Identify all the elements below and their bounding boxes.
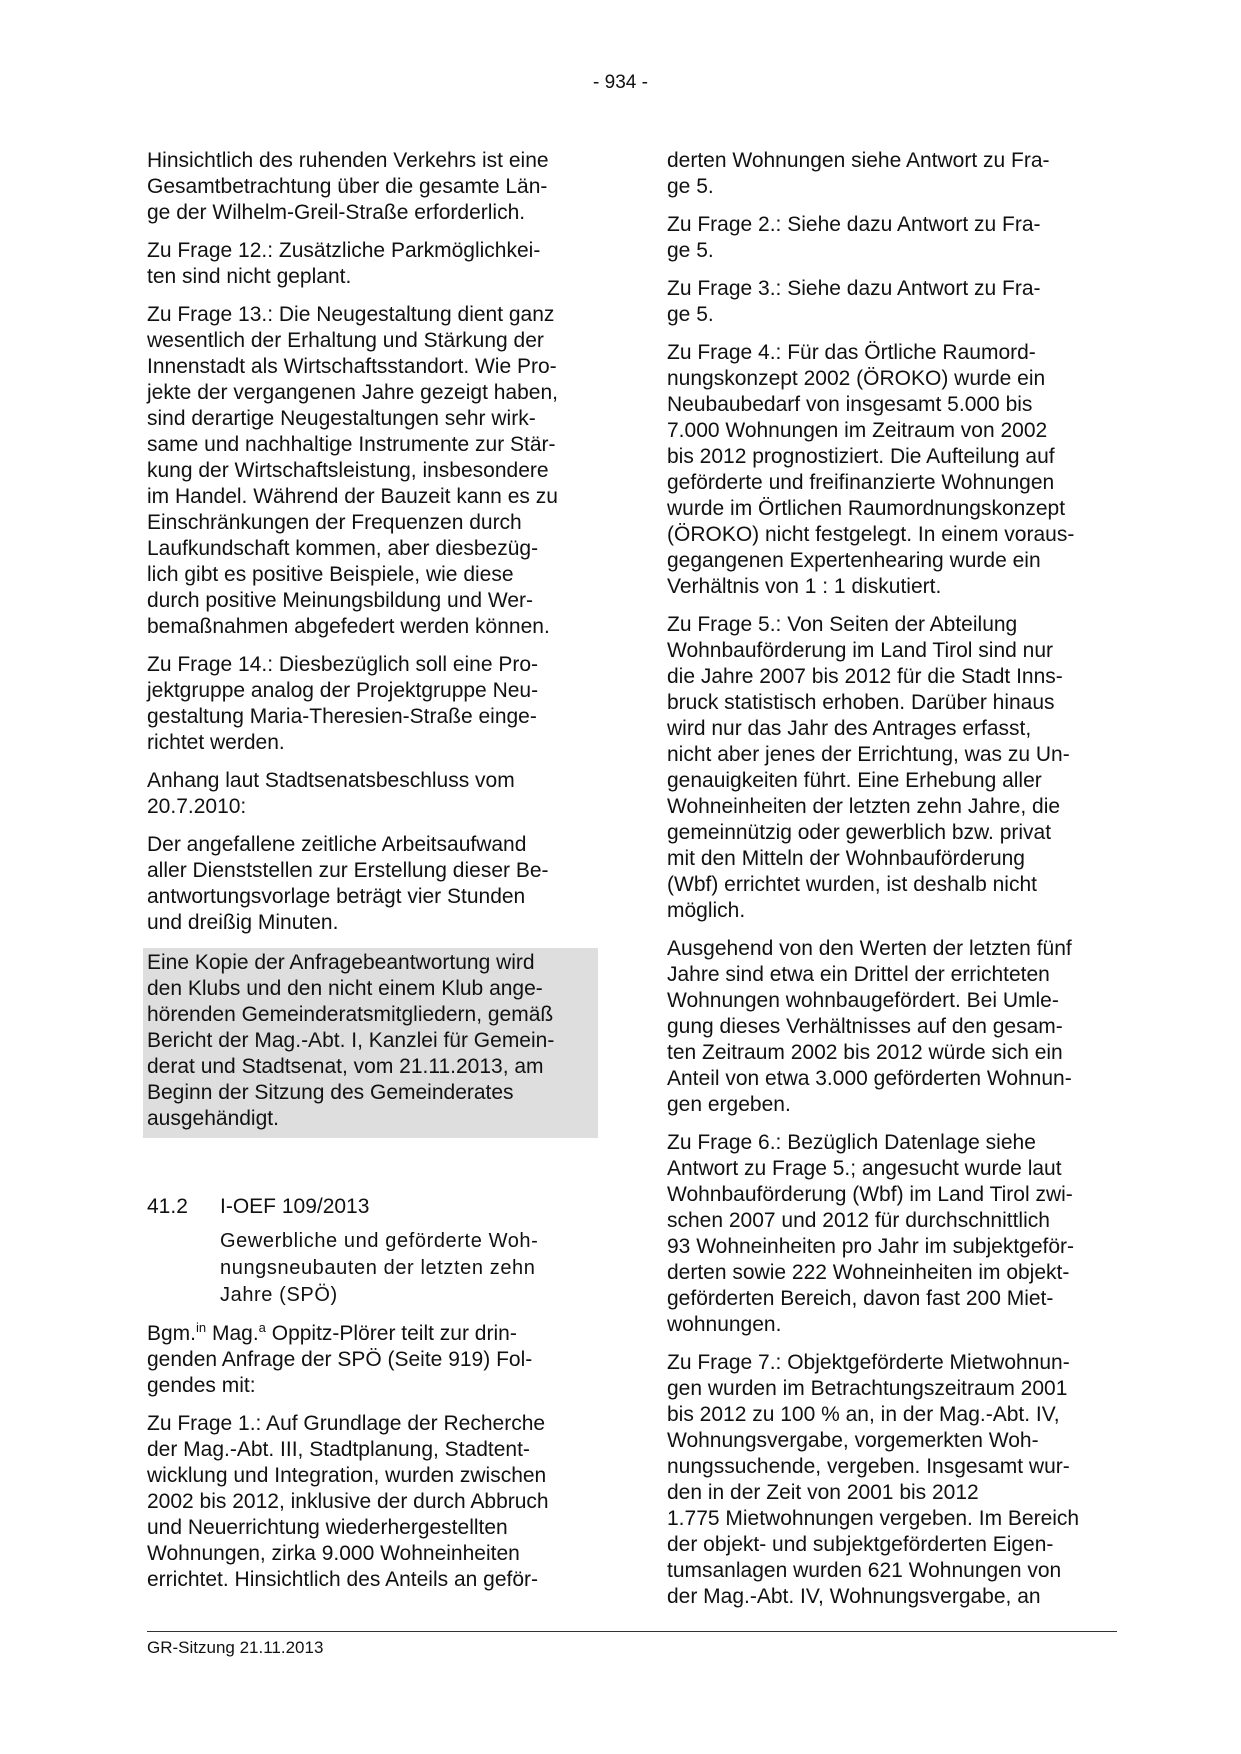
- text-line: bis 2012 prognostiziert. Die Aufteilung auf: [667, 445, 1055, 468]
- text-line: 93 Wohneinheiten pro Jahr im subjektgeför-: [667, 1235, 1075, 1258]
- text-line: bruck statistisch erhoben. Darüber hinaus: [667, 691, 1055, 714]
- text-line: Zu Frage 12.: Zusätzliche Parkmöglichkei-: [147, 239, 541, 262]
- text-line: bemaßnahmen abgefedert werden können.: [147, 615, 550, 638]
- text-line: Laufkundschaft kommen, aber diesbezüg-: [147, 537, 539, 560]
- paragraph-anhang: [147, 768, 602, 820]
- text-line: durch positive Meinungsbildung und Wer-: [147, 589, 533, 612]
- text-line: Beginn der Sitzung des Gemeinderates: [147, 1081, 514, 1104]
- paragraph-frage-5: [667, 612, 1117, 924]
- paragraph-continued: [667, 148, 1117, 200]
- paragraph-arbeitsaufwand: [147, 832, 602, 936]
- text-line: Neubaubedarf von insgesamt 5.000 bis: [667, 393, 1033, 416]
- text-line: Zu Frage 1.: Auf Grundlage der Recherche: [147, 1412, 546, 1435]
- text-line: Einschränkungen der Frequenzen durch: [147, 511, 522, 534]
- text-line: ten Zeitraum 2002 bis 2012 würde sich ein: [667, 1041, 1063, 1064]
- text-line: hörenden Gemeinderatsmitgliedern, gemäß: [147, 1003, 554, 1026]
- text-line: geförderten Bereich, davon fast 200 Miet-: [667, 1287, 1054, 1310]
- text-line: derten sowie 222 Wohneinheiten im objekt-: [667, 1261, 1070, 1284]
- text-line: der Mag.-Abt. IV, Wohnungsvergabe, an: [667, 1585, 1041, 1608]
- text-line: 7.000 Wohnungen im Zeitraum von 2002: [667, 419, 1048, 442]
- text-line: gen ergeben.: [667, 1093, 791, 1116]
- text-line: same und nachhaltige Instrumente zur Stär-: [147, 433, 556, 456]
- text-line: Zu Frage 5.: Von Seiten der Abteilung: [667, 613, 1018, 636]
- text-line: Wohnungsvergabe, vorgemerkten Woh-: [667, 1429, 1039, 1452]
- text-line: ge 5.: [667, 239, 714, 262]
- page-number: - 934 -: [593, 72, 648, 93]
- text-line: Wohnungen, zirka 9.000 Wohneinheiten: [147, 1542, 520, 1565]
- text-line: Anteil von etwa 3.000 geförderten Wohnun-: [667, 1067, 1072, 1090]
- text-line: Anhang laut Stadtsenatsbeschluss vom: [147, 769, 515, 792]
- text-line: wird nur das Jahr des Antrages erfasst,: [667, 717, 1032, 740]
- text-line: (ÖROKO) nicht festgelegt. In einem voraus-: [667, 523, 1075, 546]
- paragraph-frage-2: [667, 212, 1117, 264]
- text-line: gung dieses Verhältnisses auf den gesam-: [667, 1015, 1063, 1038]
- text-line: nungssuchende, vergeben. Insgesamt wur-: [667, 1455, 1070, 1478]
- text-line: derten Wohnungen siehe Antwort zu Fra-: [667, 149, 1050, 172]
- text-line: wesentlich der Erhaltung und Stärkung der: [147, 329, 544, 352]
- paragraph-ruhender-verkehr: [147, 148, 602, 226]
- paragraph-ausgehend: [667, 936, 1117, 1118]
- text-line: den in der Zeit von 2001 bis 2012: [667, 1481, 979, 1504]
- right-column: [667, 148, 1117, 1622]
- paragraph-frage-6: [667, 1130, 1117, 1338]
- text-line: Hinsichtlich des ruhenden Verkehrs ist eine: [147, 149, 549, 172]
- footer-divider: [147, 1631, 1117, 1632]
- text-line: ge 5.: [667, 303, 714, 326]
- bgm-line-1: [147, 1321, 602, 1347]
- text-line: im Handel. Während der Bauzeit kann es zu: [147, 485, 558, 508]
- text-line: gemeinnützig oder gewerblich bzw. privat: [667, 821, 1052, 844]
- text-line: und dreißig Minuten.: [147, 911, 339, 934]
- text-line: genauigkeiten führt. Eine Erhebung aller: [667, 769, 1042, 792]
- text-line: der objekt- und subjektgeförderten Eigen-: [667, 1533, 1054, 1556]
- paragraph-frage-7: [667, 1350, 1117, 1610]
- text-line: Zu Frage 7.: Objektgeförderte Mietwohnun-: [667, 1351, 1070, 1374]
- text-line: Gewerbliche und geförderte Woh-: [220, 1230, 539, 1252]
- text-line: Wohnbauförderung (Wbf) im Land Tirol zwi-: [667, 1183, 1073, 1206]
- paragraph-frage-13: [147, 302, 602, 640]
- text-line: antwortungsvorlage beträgt vier Stunden: [147, 885, 526, 908]
- text-line: aller Dienststellen zur Erstellung dieser Be-: [147, 859, 549, 882]
- text-line: gestaltung Maria-Theresien-Straße einge-: [147, 705, 537, 728]
- text-line: die Jahre 2007 bis 2012 für die Stadt Inns-: [667, 665, 1063, 688]
- text-line: Zu Frage 14.: Diesbezüglich soll eine Pro-: [147, 653, 539, 676]
- text-line: schen 2007 und 2012 für durchschnittlich: [667, 1209, 1050, 1232]
- bgm-line-2: genden Anfrage der SPÖ (Seite 919) Fol-: [147, 1348, 533, 1371]
- text-line: tumsanlagen wurden 621 Wohnungen von: [667, 1559, 1062, 1582]
- text-line: Wohnbauförderung im Land Tirol sind nur: [667, 639, 1054, 662]
- text-line: den Klubs und den nicht einem Klub ange-: [147, 977, 543, 1000]
- text-line: lich gibt es positive Beispiele, wie diese: [147, 563, 514, 586]
- text-line: ten sind nicht geplant.: [147, 265, 352, 288]
- text-line: Antwort zu Frage 5.; angesucht wurde laut: [667, 1157, 1062, 1180]
- agenda-item-reference: I-OEF 109/2013: [220, 1195, 370, 1218]
- text-line: Zu Frage 6.: Bezüglich Datenlage siehe: [667, 1131, 1036, 1154]
- paragraph-frage-3: [667, 276, 1117, 328]
- text-line: ge der Wilhelm-Greil-Straße erforderlich.: [147, 201, 526, 224]
- text-line: ausgehändigt.: [147, 1107, 279, 1130]
- text-line: 20.7.2010:: [147, 795, 247, 818]
- text-line: geförderte und freifinanzierte Wohnungen: [667, 471, 1055, 494]
- paragraph-frage-14: [147, 652, 602, 756]
- text-line: derat und Stadtsenat, vom 21.11.2013, am: [147, 1055, 544, 1078]
- text-line: jektgruppe analog der Projektgruppe Neu-: [147, 679, 539, 702]
- text-line: Gesamtbetrachtung über die gesamte Län-: [147, 175, 548, 198]
- bgm-line-3: gendes mit:: [147, 1374, 256, 1397]
- text-line: errichtet. Hinsichtlich des Anteils an geför-: [147, 1568, 539, 1591]
- text-line: Eine Kopie der Anfragebeantwortung wird: [147, 951, 535, 974]
- agenda-item-header: [147, 1194, 602, 1220]
- text-line: Ausgehend von den Werten der letzten fünf: [667, 937, 1072, 960]
- text-line: Zu Frage 3.: Siehe dazu Antwort zu Fra-: [667, 277, 1041, 300]
- footer-text: GR-Sitzung 21.11.2013: [147, 1638, 324, 1657]
- text-line: Wohneinheiten der letzten zehn Jahre, die: [667, 795, 1061, 818]
- bgm-superscript: in: [196, 1320, 207, 1335]
- text-line: Der angefallene zeitliche Arbeitsaufwand: [147, 833, 527, 856]
- text-line: jekte der vergangenen Jahre gezeigt haben,: [147, 381, 558, 404]
- bgm-rest-text: Oppitz-Plörer teilt zur drin-: [265, 1322, 517, 1345]
- text-line: möglich.: [667, 899, 746, 922]
- agenda-item-title: [220, 1228, 602, 1309]
- bgm-text: Bgm.: [147, 1322, 197, 1345]
- text-line: Innenstadt als Wirtschaftsstandort. Wie Pro-: [147, 355, 557, 378]
- text-line: nicht aber jenes der Errichtung, was zu Un-: [667, 743, 1070, 766]
- paragraph-frage-12: [147, 238, 602, 290]
- text-line: Jahre (SPÖ): [220, 1284, 338, 1306]
- text-line: und Neuerrichtung wiederhergestellten: [147, 1516, 508, 1539]
- text-line: Jahre sind etwa ein Drittel der errichteten: [667, 963, 1050, 986]
- text-line: Wohnungen wohnbaugefördert. Bei Umle-: [667, 989, 1059, 1012]
- text-line: mit den Mitteln der Wohnbauförderung: [667, 847, 1025, 870]
- text-line: der Mag.-Abt. III, Stadtplanung, Stadtent-: [147, 1438, 530, 1461]
- text-line: Bericht der Mag.-Abt. I, Kanzlei für Gemein-: [147, 1029, 555, 1052]
- paragraph-bgm: [147, 1321, 602, 1399]
- text-line: 2002 bis 2012, inklusive der durch Abbruch: [147, 1490, 549, 1513]
- paragraph-frage-1: [147, 1411, 602, 1593]
- text-line: Zu Frage 2.: Siehe dazu Antwort zu Fra-: [667, 213, 1041, 236]
- paragraph-frage-4: [667, 340, 1117, 600]
- text-line: Zu Frage 4.: Für das Örtliche Raumord-: [667, 341, 1036, 364]
- agenda-item-number: 41.2: [147, 1195, 188, 1218]
- text-line: nungsneubauten der letzten zehn: [220, 1257, 536, 1279]
- text-line: Zu Frage 13.: Die Neugestaltung dient ganz: [147, 303, 555, 326]
- text-line: bis 2012 zu 100 % an, in der Mag.-Abt. IV,: [667, 1403, 1060, 1426]
- mag-superscript: a: [258, 1320, 266, 1335]
- text-line: 1.775 Mietwohnungen vergeben. Im Bereich: [667, 1507, 1080, 1530]
- text-line: wohnungen.: [667, 1313, 782, 1336]
- text-line: (Wbf) errichtet wurden, ist deshalb nicht: [667, 873, 1037, 896]
- left-column: [147, 148, 602, 1605]
- paragraph-kopie-highlighted: [143, 948, 598, 1138]
- text-line: wicklung und Integration, wurden zwischen: [147, 1464, 547, 1487]
- text-line: wurde im Örtlichen Raumordnungskonzept: [667, 497, 1066, 520]
- text-line: kung der Wirtschaftsleistung, insbesondere: [147, 459, 549, 482]
- mag-text: Mag.: [206, 1322, 259, 1345]
- text-line: ge 5.: [667, 175, 714, 198]
- text-line: Verhältnis von 1 : 1 diskutiert.: [667, 575, 942, 598]
- text-line: gen wurden im Betrachtungszeitraum 2001: [667, 1377, 1068, 1400]
- text-line: gegangenen Expertenhearing wurde ein: [667, 549, 1041, 572]
- text-line: sind derartige Neugestaltungen sehr wirk-: [147, 407, 536, 430]
- text-line: richtet werden.: [147, 731, 285, 754]
- text-line: nungskonzept 2002 (ÖROKO) wurde ein: [667, 367, 1046, 390]
